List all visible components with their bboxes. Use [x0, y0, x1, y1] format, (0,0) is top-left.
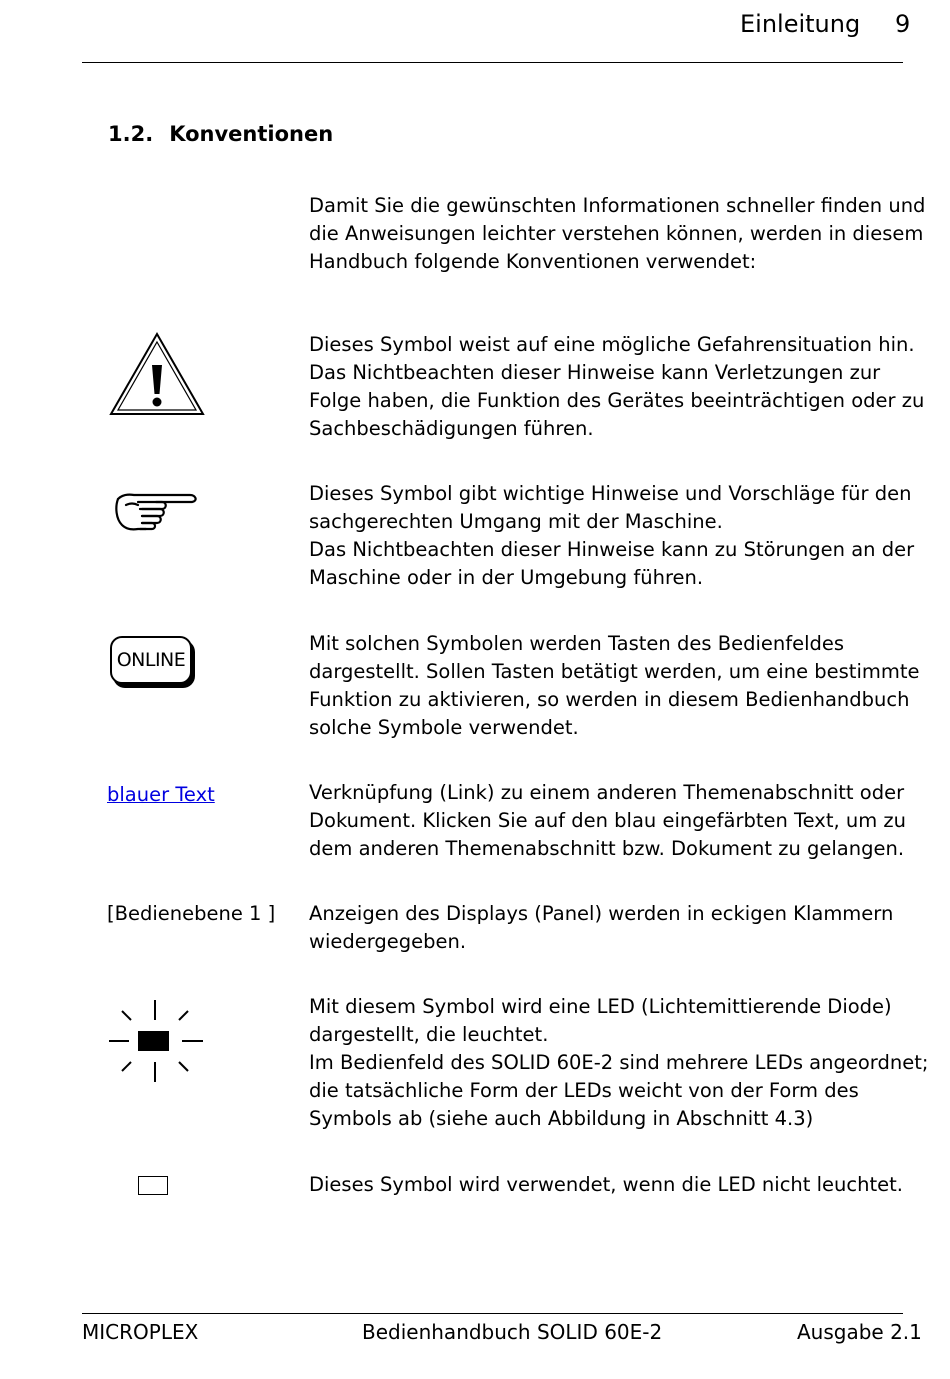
online-key-label: ONLINE: [116, 649, 186, 671]
display-description: [309, 900, 894, 956]
section-heading: [108, 122, 333, 146]
link-line: dem anderen Themenabschnitt bzw. Dokument zu gelangen.: [309, 837, 905, 860]
display-line: Anzeigen des Displays (Panel) werden in eckigen Klammern: [309, 902, 894, 925]
example-link[interactable]: blauer Text: [107, 783, 215, 806]
note-line: Das Nichtbeachten dieser Hinweise kann zu Störungen an der: [309, 538, 915, 561]
footer-rule: [82, 1313, 903, 1314]
display-example: [Bedienebene 1 ]: [107, 902, 276, 925]
display-line: wiedergegeben.: [309, 930, 467, 953]
intro-line: die Anweisungen leichter verstehen können, werden in diesem: [309, 222, 924, 245]
footer-edition: Ausgabe 2.1: [797, 1320, 922, 1344]
key-line: dargestellt. Sollen Tasten betätigt werden, um eine bestimmte: [309, 660, 920, 683]
header-rule: [82, 62, 903, 63]
note-line: Dieses Symbol gibt wichtige Hinweise und Vorschläge für den: [309, 482, 912, 505]
intro-line: Handbuch folgende Konventionen verwendet:: [309, 250, 757, 273]
led-off-line: Dieses Symbol wird verwendet, wenn die LED nicht leuchtet.: [309, 1173, 903, 1196]
key-line: Mit solchen Symbolen werden Tasten des Bedienfeldes: [309, 632, 845, 655]
key-line: Funktion zu aktivieren, so werden in diesem Bedienhandbuch: [309, 688, 910, 711]
footer-company: MICROPLEX: [82, 1320, 199, 1344]
led-off-icon: [138, 1176, 168, 1195]
warning-line: Dieses Symbol weist auf eine mögliche Gefahrensituation hin.: [309, 333, 915, 356]
online-key-icon: [110, 636, 192, 684]
pointing-hand-icon: [112, 487, 202, 533]
led-lit-icon: [108, 998, 204, 1084]
intro-paragraph: [309, 192, 926, 276]
led-off-description: [309, 1171, 903, 1199]
warning-line: Folge haben, die Funktion des Gerätes beeinträchtigen oder zu: [309, 389, 925, 412]
header-title: Einleitung: [740, 10, 861, 38]
link-description: [309, 779, 907, 863]
led-lit-line: Mit diesem Symbol wird eine LED (Lichtemittierende Diode): [309, 995, 892, 1018]
note-description: [309, 480, 915, 592]
link-line: Dokument. Klicken Sie auf den blau eingefärbten Text, um zu: [309, 809, 907, 832]
led-lit-line: Symbols ab (siehe auch Abbildung in Abschnitt 4.3): [309, 1107, 814, 1130]
key-description: [309, 630, 920, 742]
section-number: 1.2.: [108, 122, 154, 146]
warning-triangle-icon: [108, 331, 206, 417]
key-line: solche Symbole verwendet.: [309, 716, 579, 739]
link-line: Verknüpfung (Link) zu einem anderen Themenabschnitt oder: [309, 781, 905, 804]
led-lit-line: Im Bedienfeld des SOLID 60E-2 sind mehrere LEDs angeordnet;: [309, 1051, 929, 1074]
note-line: sachgerechten Umgang mit der Maschine.: [309, 510, 723, 533]
warning-line: Das Nichtbeachten dieser Hinweise kann Verletzungen zur: [309, 361, 881, 384]
led-lit-line: die tatsächliche Form der LEDs weicht von der Form des: [309, 1079, 859, 1102]
footer-document-title: Bedienhandbuch SOLID 60E-2: [362, 1320, 663, 1344]
led-lit-description: [309, 993, 929, 1133]
warning-description: [309, 331, 925, 443]
note-line: Maschine oder in der Umgebung führen.: [309, 566, 704, 589]
led-lit-line: dargestellt, die leuchtet.: [309, 1023, 549, 1046]
intro-line: Damit Sie die gewünschten Informationen schneller finden und: [309, 194, 926, 217]
section-title: Konventionen: [169, 122, 334, 146]
warning-line: Sachbeschädigungen führen.: [309, 417, 594, 440]
page-number: 9: [895, 10, 911, 38]
